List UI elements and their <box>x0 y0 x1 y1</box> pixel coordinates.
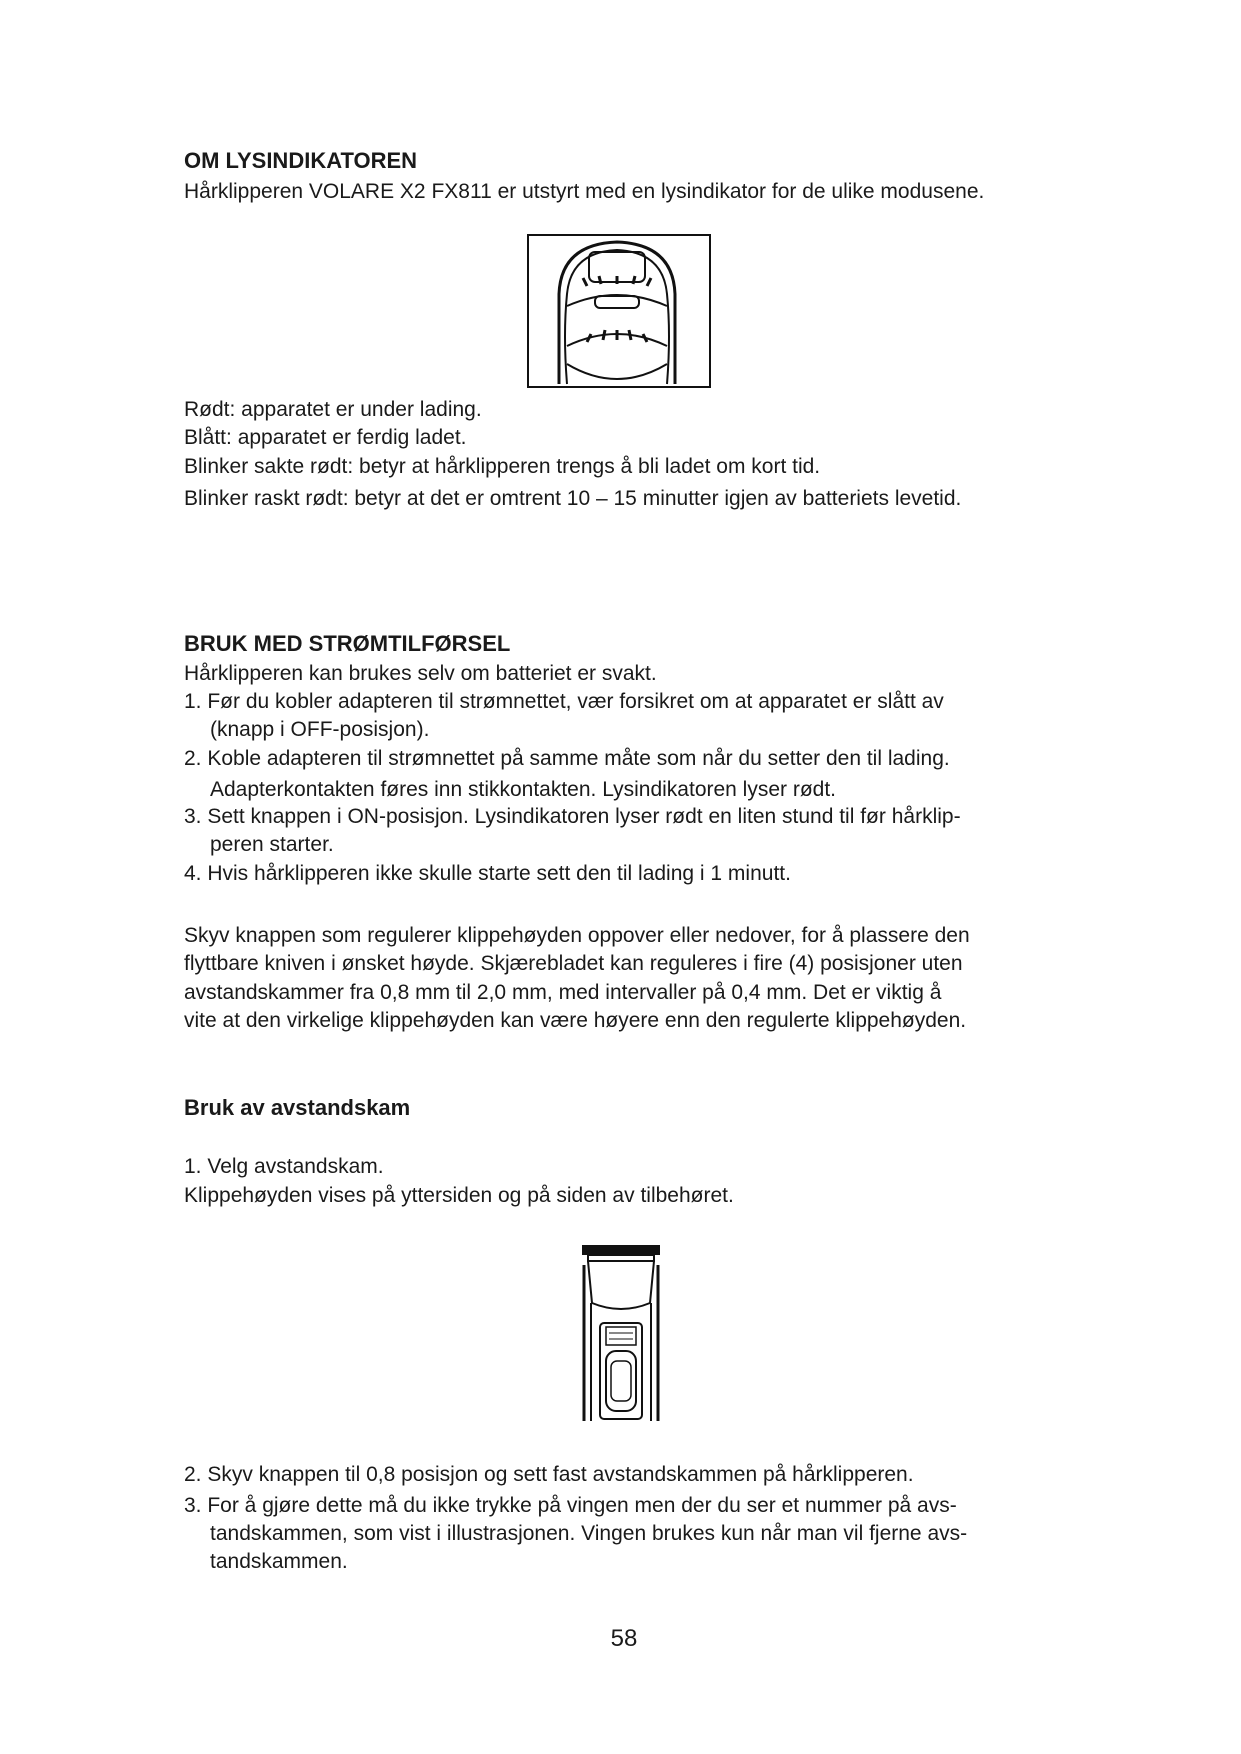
paragraph-line: avstandskammer fra 0,8 mm til 2,0 mm, med intervaller på 0,4 mm. Det er viktig å <box>184 981 942 1004</box>
list-item: 1. Før du kobler adapteren til strømnettet, vær forsikret om at apparatet er slått av <box>184 690 944 713</box>
section-title-avstandskam: Bruk av avstandskam <box>184 1095 411 1120</box>
indicator-slow-blink: Blinker sakte rødt: betyr at hårklipperen trengs å bli ladet om kort tid. <box>184 455 821 478</box>
paragraph-line: Skyv knappen som regulerer klippehøyden oppover eller nedover, for å plassere den <box>184 924 970 947</box>
section-intro: Hårklipperen kan brukes selv om batteriet er svakt. <box>184 662 657 685</box>
indicator-red: Rødt: apparatet er under lading. <box>184 398 482 421</box>
list-item: 4. Hvis hårklipperen ikke skulle starte sett den til lading i 1 minutt. <box>184 862 791 885</box>
step-note: Klippehøyden vises på yttersiden og på siden av tilbehøret. <box>184 1184 734 1207</box>
page-number: 58 <box>610 1625 638 1652</box>
list-item: 3. For å gjøre dette må du ikke trykke på vingen men der du ser et nummer på avs- <box>184 1494 957 1517</box>
paragraph-line: vite at den virkelige klippehøyden kan være høyere enn den regulerte klippehøyden. <box>184 1009 967 1032</box>
list-item: 3. Sett knappen i ON-posisjon. Lysindikatoren lyser rødt en liten stund til før hårklip- <box>184 805 961 828</box>
indicator-fast-blink: Blinker raskt rødt: betyr at det er omtrent 10 – 15 minutter igjen av batteriets levetid. <box>184 487 962 510</box>
list-item-continuation: peren starter. <box>210 833 334 856</box>
list-item-continuation: tandskammen, som vist i illustrasjonen. Vingen brukes kun når man vil fjerne avs- <box>210 1522 968 1545</box>
list-item: 1. Velg avstandskam. <box>184 1155 384 1178</box>
list-item-continuation: (knapp i OFF-posisjon). <box>210 718 430 741</box>
list-item-continuation: Adapterkontakten føres inn stikkontakten. Lysindikatoren lyser rødt. <box>210 778 837 801</box>
list-item-continuation: tandskammen. <box>210 1550 348 1573</box>
section-title-lysindikatoren: OM LYSINDIKATOREN <box>184 148 418 173</box>
light-indicator-illustration <box>527 234 711 388</box>
list-item: 2. Skyv knappen til 0,8 posisjon og sett fast avstandskammen på hårklipperen. <box>184 1463 914 1486</box>
section-title-stromtilforsel: BRUK MED STRØMTILFØRSEL <box>184 631 511 656</box>
list-item: 2. Koble adapteren til strømnettet på samme måte som når du setter den til lading. <box>184 747 950 770</box>
clipper-illustration <box>578 1243 664 1423</box>
indicator-blue: Blått: apparatet er ferdig ladet. <box>184 426 467 449</box>
section-intro: Hårklipperen VOLARE X2 FX811 er utstyrt med en lysindikator for de ulike modusene. <box>184 180 985 203</box>
paragraph-line: flyttbare kniven i ønsket høyde. Skjærebladet kan reguleres i fire (4) posisjoner uten <box>184 952 963 975</box>
